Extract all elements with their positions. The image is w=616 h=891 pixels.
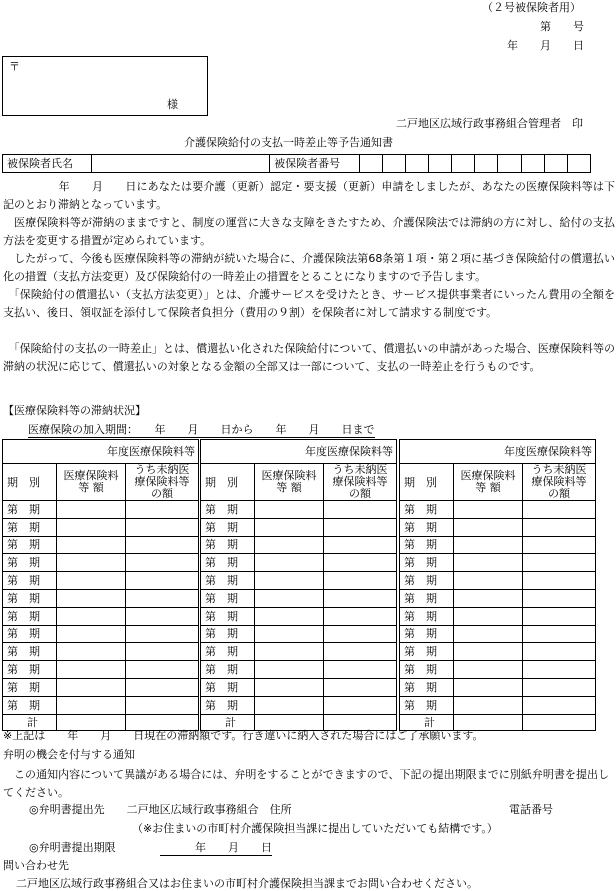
notice-paragraph: したがって、今後も医療保険料等の滞納が続いた場合に、介護保険法第68条第１項・第２項に基づき保険給付の償還払い化の措置（支払方法変更）及び保険給付の一時差止の措置をとることになりますので予告します。 (3, 252, 615, 283)
period-row-label: 第 期 (3, 589, 57, 607)
insured-number-digit (429, 155, 452, 173)
insured-name-label: 被保険者氏名 (3, 155, 92, 173)
period-row-label: 第 期 (201, 661, 255, 679)
unpaid-cell (126, 678, 199, 696)
total-unpaid-cell (523, 714, 596, 730)
insured-number-digit (544, 155, 567, 173)
arrears-table (399, 439, 596, 731)
unpaid-cell (324, 589, 397, 607)
amount-cell (454, 501, 523, 519)
document-number: 第 号 (540, 20, 584, 33)
insured-info-table (2, 154, 591, 173)
unpaid-cell (126, 625, 199, 643)
unpaid-cell (324, 678, 397, 696)
period-row-label: 第 期 (400, 572, 454, 590)
unpaid-cell (126, 536, 199, 554)
insured-number-digit (567, 155, 590, 173)
unpaid-cell (523, 643, 596, 661)
period-row-label: 第 期 (3, 643, 57, 661)
total-unpaid-cell (324, 714, 397, 730)
appeal-submit-note: （※お住まいの市町村介護保険担当課に提出していただいても結構です。） (132, 822, 498, 835)
total-row-label: 計 (201, 714, 255, 730)
unpaid-cell (126, 696, 199, 714)
total-amount-cell (57, 714, 126, 730)
fiscal-year-header: 年度医療保険料等 (400, 440, 596, 464)
total-amount-cell (255, 714, 324, 730)
appeal-body: この通知内容について異議がある場合には、弁明をすることができますので、下記の提出期限までに別紙弁明書を提出してください。 (3, 768, 609, 799)
amount-cell (454, 536, 523, 554)
amount-cell (454, 607, 523, 625)
insured-number-digit (521, 155, 544, 173)
amount-cell (454, 696, 523, 714)
unpaid-cell (324, 696, 397, 714)
unpaid-cell (324, 518, 397, 536)
unpaid-cell (324, 554, 397, 572)
notice-paragraph: 医療保険料等が滞納のままですと、制度の運営に大きな支障をきたすため、介護保険法では滞納の方に対し、給付の支払方法を変更する措置が定められています。 (3, 216, 615, 247)
unpaid-cell (126, 589, 199, 607)
amount-cell (454, 625, 523, 643)
amount-cell (57, 625, 126, 643)
appeal-heading: 弁明の機会を付与する通知 (3, 748, 135, 761)
amount-column-header: 医療保険料 等 額 (454, 464, 523, 501)
period-row-label: 第 期 (400, 625, 454, 643)
period-row-label: 第 期 (201, 501, 255, 519)
insurance-period-line: 医療保険の加入期間： 年 月 日から 年 月 日まで (28, 423, 375, 436)
period-row-label: 第 期 (400, 643, 454, 661)
amount-cell (454, 572, 523, 590)
period-row-label: 第 期 (201, 607, 255, 625)
period-row-label: 第 期 (400, 607, 454, 625)
period-row-label: 第 期 (201, 554, 255, 572)
period-row-label: 第 期 (201, 696, 255, 714)
amount-cell (255, 589, 324, 607)
amount-cell (57, 696, 126, 714)
address-box (2, 56, 208, 116)
amount-cell (57, 501, 126, 519)
unpaid-cell (523, 589, 596, 607)
period-row-label: 第 期 (201, 536, 255, 554)
amount-cell (57, 589, 126, 607)
unpaid-cell (126, 554, 199, 572)
period-row-label: 第 期 (400, 554, 454, 572)
unpaid-cell (324, 501, 397, 519)
unpaid-cell (126, 643, 199, 661)
amount-cell (454, 643, 523, 661)
amount-cell (454, 554, 523, 572)
notice-paragraph: 「保険給付の支払の一時差止」とは、償還払い化された保険給付について、償還払いの申請があった場合、医療保険料等の滞納の状況に応じて、償還払いの対象となる金額の全部又は一部について、支払の一時差止を行うものです。 (3, 342, 615, 373)
form-type: （２号被保険者用） (482, 1, 581, 14)
amount-cell (255, 501, 324, 519)
appeal-submit-to: ◎弁明書提出先 二戸地区広域行政事務組合 住所 (29, 803, 292, 816)
period-row-label: 第 期 (3, 554, 57, 572)
appeal-phone-label: 電話番号 (509, 803, 553, 816)
amount-cell (255, 572, 324, 590)
amount-cell (255, 554, 324, 572)
sender: 二戸地区広域行政事務組合管理者 印 (396, 117, 583, 130)
status-heading: 【医療保険料等の滞納状況】 (3, 404, 146, 417)
period-row-label: 第 期 (3, 696, 57, 714)
amount-cell (454, 518, 523, 536)
insured-number-digit (498, 155, 521, 173)
postal-mark: 〒 (9, 60, 20, 73)
amount-cell (57, 536, 126, 554)
unpaid-cell (126, 518, 199, 536)
contact-body: 二戸地区広域行政事務組合又はお住まいの市町村介護保険担当課までお問い合わせください。 (16, 877, 478, 890)
unpaid-cell (523, 696, 596, 714)
period-row-label: 第 期 (201, 572, 255, 590)
unpaid-cell (523, 572, 596, 590)
unpaid-cell (126, 661, 199, 679)
unpaid-cell (126, 572, 199, 590)
amount-column-header: 医療保険料 等 額 (57, 464, 126, 501)
insured-number-digit (405, 155, 428, 173)
period-row-label: 第 期 (400, 696, 454, 714)
status-note: ※上記は 年 月 日現在の滞納額です。行き違いに納入された場合にはご了承願います。 (3, 729, 484, 742)
unpaid-cell (324, 607, 397, 625)
unpaid-cell (523, 607, 596, 625)
amount-cell (454, 661, 523, 679)
unpaid-cell (324, 572, 397, 590)
amount-cell (255, 625, 324, 643)
period-row-label: 第 期 (3, 625, 57, 643)
arrears-table (2, 439, 199, 731)
insured-number-label: 被保険者番号 (270, 155, 359, 173)
amount-cell (57, 572, 126, 590)
unpaid-cell (126, 607, 199, 625)
insured-number-digit (475, 155, 498, 173)
address-honorific: 様 (167, 98, 178, 111)
total-amount-cell (454, 714, 523, 730)
unpaid-cell (523, 518, 596, 536)
insured-number-digit (359, 155, 382, 173)
period-row-label: 第 期 (400, 661, 454, 679)
insured-number-digit (382, 155, 405, 173)
unpaid-column-header: うち未納医療保険料等の額 (523, 464, 596, 501)
amount-cell (255, 643, 324, 661)
amount-cell (57, 518, 126, 536)
period-column-header: 期 別 (3, 464, 57, 501)
insured-number-digit (452, 155, 475, 173)
unpaid-cell (324, 536, 397, 554)
unpaid-cell (523, 625, 596, 643)
amount-cell (57, 643, 126, 661)
period-row-label: 第 期 (3, 661, 57, 679)
period-row-label: 第 期 (3, 501, 57, 519)
notice-paragraph: 「保険給付の償還払い（支払方法変更）」とは、介護サービスを受けたとき、サービス提供事業者にいったん費用の全額を支払い、後日、領収証を添付して保険者負担分（費用の９割）を保険者に対して請求する制度です。 (3, 288, 615, 319)
unpaid-cell (324, 643, 397, 661)
insured-name-value (92, 155, 270, 173)
period-row-label: 第 期 (3, 536, 57, 554)
period-row-label: 第 期 (201, 518, 255, 536)
period-row-label: 第 期 (400, 501, 454, 519)
unpaid-cell (523, 678, 596, 696)
period-row-label: 第 期 (3, 518, 57, 536)
amount-cell (255, 518, 324, 536)
unpaid-cell (324, 625, 397, 643)
total-row-label: 計 (400, 714, 454, 730)
amount-cell (454, 589, 523, 607)
period-row-label: 第 期 (400, 536, 454, 554)
amount-cell (454, 678, 523, 696)
total-unpaid-cell (126, 714, 199, 730)
period-row-label: 第 期 (400, 518, 454, 536)
unpaid-cell (523, 661, 596, 679)
fiscal-year-header: 年度医療保険料等 (3, 440, 199, 464)
period-column-header: 期 別 (400, 464, 454, 501)
period-column-header: 期 別 (201, 464, 255, 501)
document-title: 介護保険給付の支払一時差止等予告通知書 (184, 136, 393, 149)
unpaid-column-header: うち未納医療保険料等の額 (126, 464, 199, 501)
unpaid-cell (523, 501, 596, 519)
amount-column-header: 医療保険料 等 額 (255, 464, 324, 501)
period-row-label: 第 期 (201, 589, 255, 607)
amount-cell (255, 661, 324, 679)
unpaid-cell (126, 501, 199, 519)
period-row-label: 第 期 (3, 572, 57, 590)
notice-paragraph: 年 月 日にあなたは要介護（更新）認定・要支援（更新）申請をしましたが、あなたの医療保険料等は下記のとおり滞納となっています。 (3, 180, 615, 211)
amount-cell (57, 678, 126, 696)
fiscal-year-header: 年度医療保険料等 (201, 440, 397, 464)
amount-cell (57, 661, 126, 679)
total-row-label: 計 (3, 714, 57, 730)
amount-cell (255, 696, 324, 714)
unpaid-cell (523, 536, 596, 554)
contact-heading: 問い合わせ先 (3, 859, 69, 872)
amount-cell (57, 607, 126, 625)
period-row-label: 第 期 (201, 625, 255, 643)
unpaid-cell (324, 661, 397, 679)
period-row-label: 第 期 (201, 643, 255, 661)
appeal-deadline-value: 年 月 日 (160, 842, 272, 856)
amount-cell (255, 607, 324, 625)
document-date: 年 月 日 (507, 39, 584, 52)
period-row-label: 第 期 (201, 678, 255, 696)
period-row-label: 第 期 (400, 678, 454, 696)
amount-cell (255, 536, 324, 554)
unpaid-column-header: うち未納医療保険料等の額 (324, 464, 397, 501)
amount-cell (255, 678, 324, 696)
appeal-deadline-label: ◎弁明書提出期限 (29, 841, 116, 854)
unpaid-cell (523, 554, 596, 572)
period-row-label: 第 期 (3, 678, 57, 696)
period-row-label: 第 期 (400, 589, 454, 607)
arrears-table (200, 439, 397, 731)
amount-cell (57, 554, 126, 572)
period-row-label: 第 期 (3, 607, 57, 625)
